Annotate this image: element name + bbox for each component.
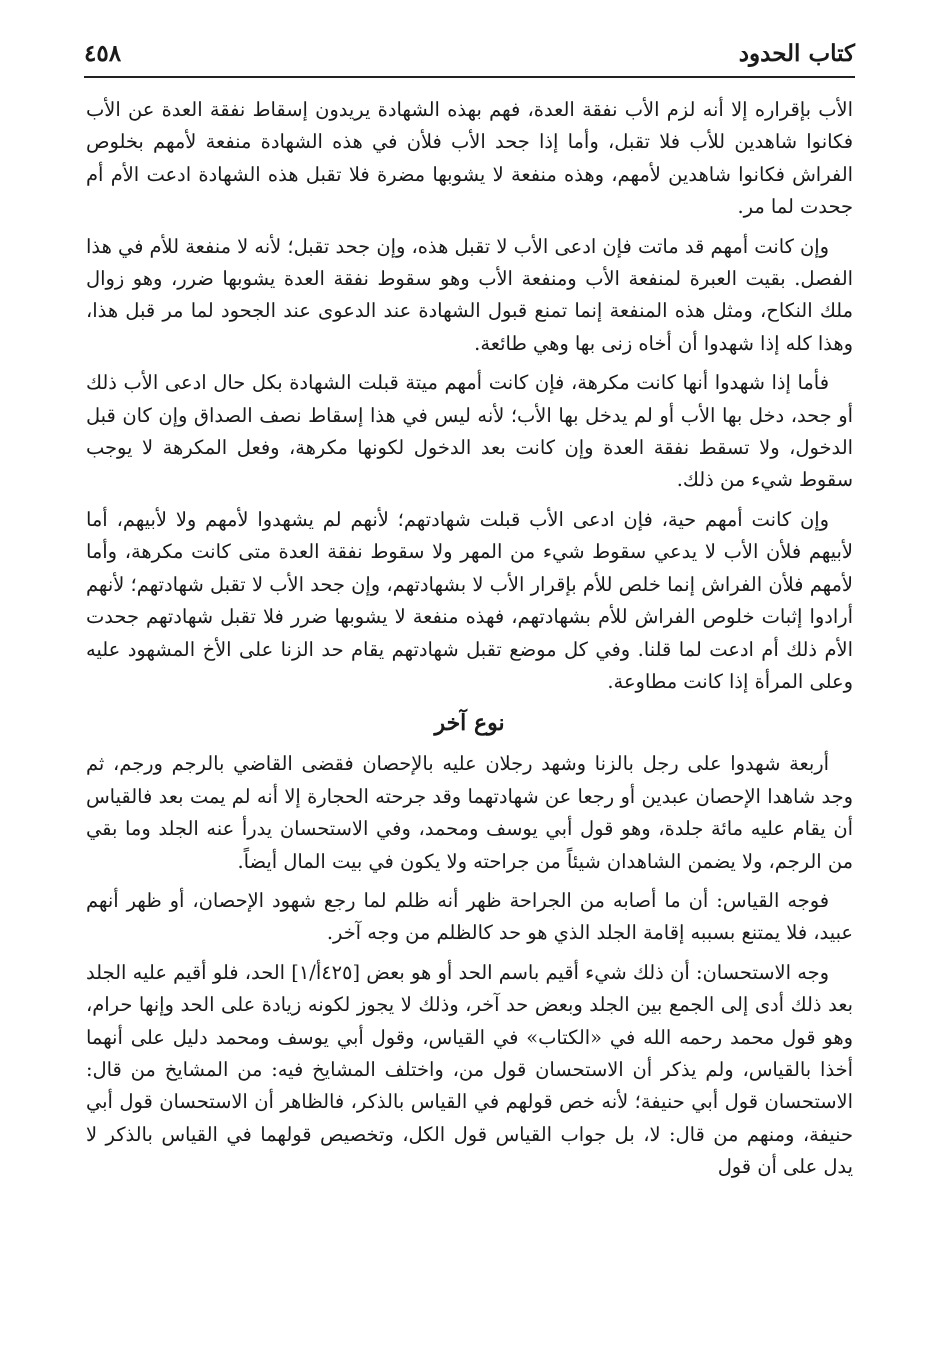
book-title: كتاب الحدود	[738, 40, 855, 67]
header-rule	[84, 76, 855, 78]
page-number: ٤٥٨	[84, 40, 122, 67]
section-paragraph-2: فوجه القياس: أن ما أصابه من الجراحة ظهر أنه ظلم لما رجع شهود الإحصان، أو ظهر أنهم عبيد، فلا يمتنع بسببه إقامة الجلد الذي هو حد كالظلم من وجه آخر.	[86, 888, 853, 945]
paragraph-4: وإن كانت أمهم حية، فإن ادعى الأب قبلت شهادتهم؛ لأنهم لم يشهدوا لأمهم ولا لأبيهم، أما لأبيهم فلأن الأب لا يدعي سقوط شيء من المهر ولا سقوط نفقة العدة متى كانت مكرهة، وأما لأمهم فلأن الفراش إنما خلص للأم بإقرار الأب لا بشهادتهم، وإن جحد الأب لا تقبل شهادتهم؛ لأنهم أرادوا إثبات خلوص الفراش للأم بشهادتهم، فهذه منفعة لا يشوبها ضرر فلا تقبل شهادتهم جحدت الأم ذلك أم ادعت لما قلنا. وفي كل موضع تقبل شهادتهم يقام حد الزنا على الأخ المشهود عليه وعلى المرأة إذا كانت مطاوعة.	[86, 507, 853, 693]
section-paragraph-3: وجه الاستحسان: أن ذلك شيء أقيم باسم الحد أو هو بعض [٤٢٥أ/١] الحد، فلو أقيم عليه الجلد بعد ذلك أدى إلى الجمع بين الجلد وبعض حد آخر، وذلك لا يجوز لكونه زيادة على الحد وإنها حرام، وهو قول محمد رحمه الله في «الكتاب» في القياس، وقول أبي يوسف ومحمد دليل على أنهما أخذا بالقياس، ولم يذكر أن الاستحسان قول من، واختلف المشايخ فيه: من المشايخ من قال: الاستحسان قول أبي حنيفة؛ لأنه خص قولهم في القياس بالذكر، فالظاهر أن الاستحسان قول أبي حنيفة، ومنهم من قال: لا، بل جواب القياس قول الكل، وتخصيص قولهما في القياس بالذكر لا يدل على أن قول	[86, 960, 853, 1179]
paragraph-1: الأب بإقراره إلا أنه لزم الأب نفقة العدة، فهم بهذه الشهادة يريدون إسقاط نفقة العدة عن الأب فكانوا شاهدين للأب فلا تقبل، وأما إذا جحد الأب فلأن في هذه الشهادة منفعة لأمهم بخلوص الفراش فكانوا شاهدين لأمهم، وهذه منفعة لا يشوبها مضرة فلا تقبل هذه الشهادة ادعت الأم أم جحدت لما مر.	[86, 98, 853, 219]
section-heading: نوع آخر	[434, 710, 505, 737]
paragraph-3: فأما إذا شهدوا أنها كانت مكرهة، فإن كانت أمهم ميتة قبلت الشهادة بكل حال ادعى الأب ذلك أو جحد، دخل بها الأب أو لم يدخل بها الأب؛ لأنه ليس في هذا إسقاط نصف الصداق وإن كان قبل الدخول، ولا تسقط نفقة العدة وإن كانت بعد الدخول لكونها مكرهة، وفعل المكرهة لا يوجب سقوط شيء من ذلك.	[86, 371, 853, 492]
section-paragraph-1: أربعة شهدوا على رجل بالزنا وشهد رجلان عليه بالإحصان فقضى القاضي بالرجم ورجم، ثم وجد شاهدا الإحصان عبدين أو رجعا عن شهادتهما وقد جرحته الحجارة إلا أنه لم يمت بعد فالقياس أن يقام عليه مائة جلدة، وهو قول أبي يوسف ومحمد، وفي الاستحسان يدرأ عنه الجلد وما بقي من الرجم، ولا يضمن الشاهدان شيئاً من جراحته ولا يكون في بيت المال أيضاً.	[86, 752, 853, 873]
body-text	[86, 94, 853, 1191]
running-header	[84, 38, 855, 78]
paragraph-2: وإن كانت أمهم قد ماتت فإن ادعى الأب لا تقبل هذه، وإن جحد تقبل؛ لأنه لا منفعة للأم في هذا الفصل. بقيت العبرة لمنفعة الأب ومنفعة الأب وهو سقوط نفقة العدة يشوبها ضرر، وهو زوال ملك النكاح، ومثل هذه المنفعة إنما تمنع قبول الشهادة عند الدعوى عند الجحود لما مر قبل هذا، وهذا كله إذا شهدوا أن أخاه زنى بها وهي طائعة.	[86, 234, 853, 355]
